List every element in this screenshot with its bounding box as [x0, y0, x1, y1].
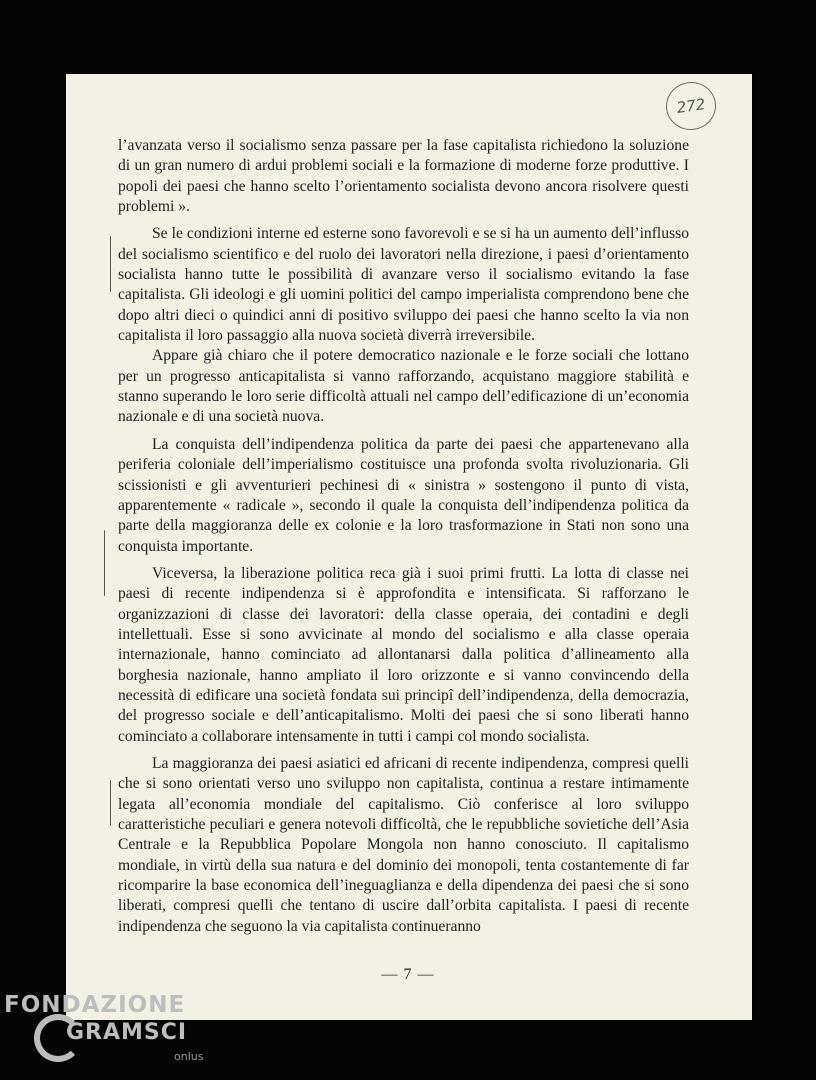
margin-bracket-mark: [110, 780, 111, 826]
margin-bracket-mark: [104, 530, 105, 596]
margin-bracket-mark: [110, 236, 111, 292]
paragraph: Viceversa, la liberazione politica reca già i suoi primi frutti. La lotta di classe nei paesi di recente indipendenza si è approfondita e intensificata. Si rafforzano le organizzazioni di classe dei lavoratori: della classe operaia, dei contadini e degli intellettuali. Esse si sono avvicinate al mondo del socialismo e alla classe operaia internazionale, hanno cominciato ad allontanarsi dalla politica d’allineamento alla borghesia nazionale, hanno ampliato il loro orizzonte e si vanno convincendo della necessità di edificare una società fondata sui principî dell’indipendenza, della democrazia, del progresso sociale e dell’anticapitalismo. Molti dei paesi che si sono liberati hanno cominciato a collaborare intensamente in tutti i campi col mondo socialista.: [118, 564, 689, 745]
paragraph: La maggioranza dei paesi asiatici ed africani di recente indipendenza, compresi quelli che si sono orientati verso uno sviluppo non capitalista, continua a restare intimamente legata all’economia mondiale del capitalismo. Ciò conferisce al loro sviluppo caratteristiche peculiari e genera notevoli difficoltà, che le repubbliche sovietiche dell’Asia Centrale e la Repubblica Popolare Mongola non hanno conosciuto. Il capitalismo mondiale, in virtù della sua natura e del dominio dei monopoli, tenta costantemente di far ricomparire la base economica dell’ineguaglianza e della dipendenza dei paesi che si sono liberati, compresi quelli che tentano di uscire dall’orbita capitalista. I paesi di recente indipendenza che seguono la via capitalista continueranno: [118, 754, 689, 935]
watermark-suffix: onlus: [174, 1050, 204, 1063]
paragraph: l’avanzata verso il socialismo senza passare per la fase capitalista richiedono la soluzione di un gran numero di ardui problemi sociali e la formazione di moderne forze produttive. I popoli dei paesi che hanno scelto l’orientamento socialista devono ancora risolvere questi problemi ».: [118, 137, 689, 216]
body-text: [118, 136, 689, 944]
watermark-line1: FONDAZIONE: [4, 992, 186, 1018]
watermark-line2: GRAMSCI: [66, 1020, 188, 1045]
archive-number-text: 272: [675, 95, 707, 117]
paragraph: Se le condizioni interne ed esterne sono favorevoli e se si ha un aumento dell’influsso del socialismo scientifico e del ruolo dei lavoratori nella direzione, i paesi d’orientamento socialista hanno tutte le possibilità di avanzare verso il socialismo evitando la fase capitalista. Gli ideologi e gli uomini politici del campo imperialista comprendono bene che dopo altri dieci o quindici anni di positivo sviluppo dei paesi che hanno scelto la via non capitalista il loro passaggio alla nuova società diverrà irreversibile.: [118, 225, 689, 345]
paragraph: La conquista dell’indipendenza politica da parte dei paesi che appartenevano alla periferia coloniale dell’imperialismo costituisce una profonda svolta rivoluzionaria. Gli scissionisti e gli avventurieri pechinesi di « sinistra » sostengono il punto di vista, apparentemente « radicale », secondo il quale la conquista dell’indipendenza politica da parte della maggioranza delle ex colonie e la loro trasformazione in Stati non sono una conquista importante.: [118, 435, 689, 555]
paragraph: Appare già chiaro che il potere democratico nazionale e le forze sociali che lottano per un progresso anticapitalista si vanno rafforzando, acquistano maggiore stabilità e stanno superando le loro serie difficoltà attuali nel campo dell’edificazione di un’economia nazionale e di una società nuova.: [118, 347, 689, 426]
page-number: — 7 —: [381, 966, 435, 983]
fondazione-gramsci-watermark: [4, 992, 204, 1072]
